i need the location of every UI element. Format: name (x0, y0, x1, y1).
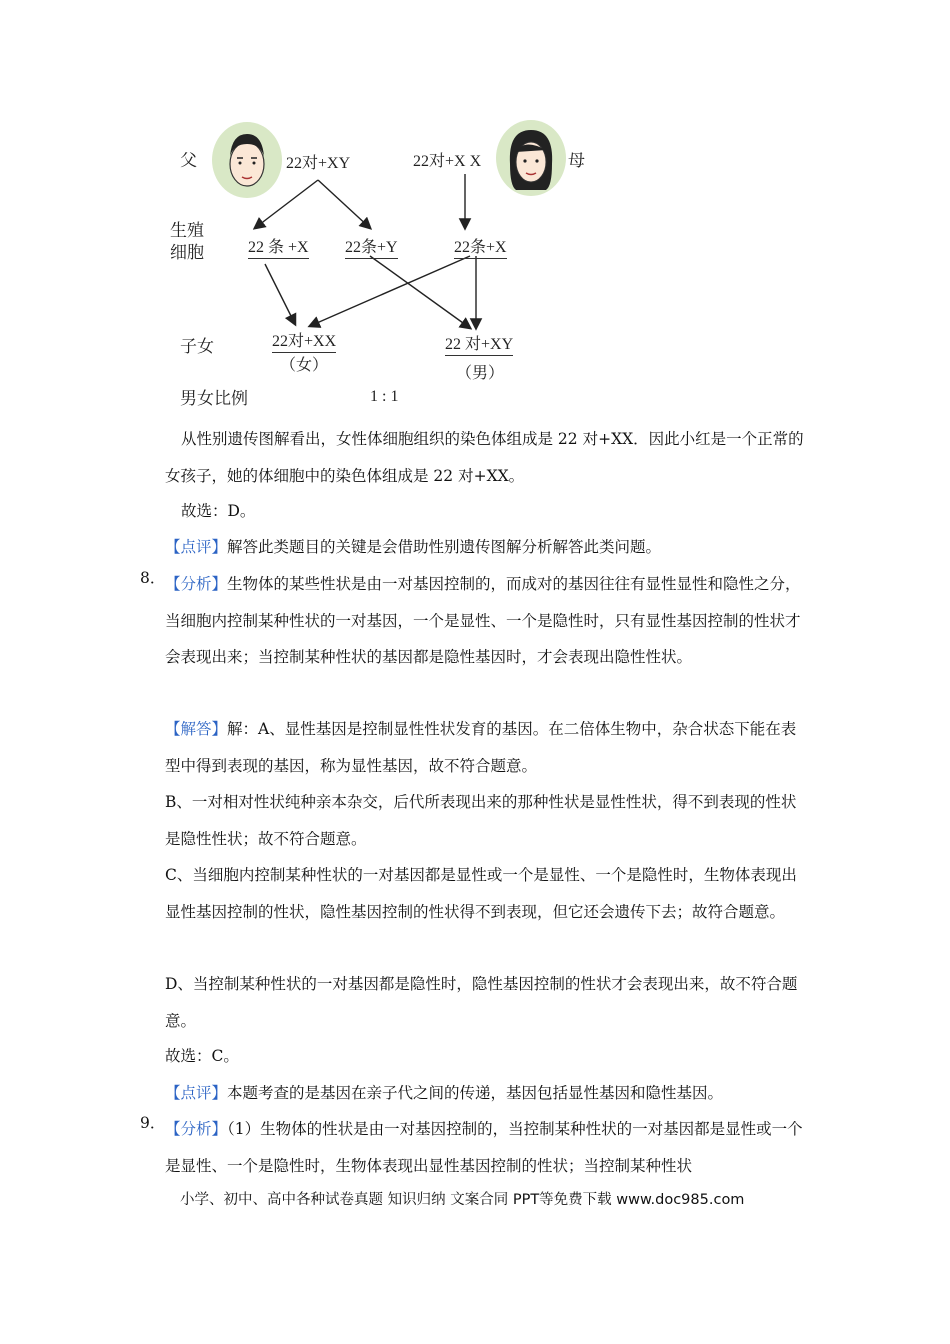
answer-choice-d: 故选：D。 (181, 502, 256, 520)
q8-answer-tag: 【解答】 (165, 720, 228, 738)
father-genotype: 22对+XY (286, 155, 351, 172)
child-male-genotype: 22 对+XY (445, 331, 513, 356)
arrow-gamete-x-female (265, 264, 295, 324)
mother-face-icon (496, 120, 566, 196)
comment-tag: 【点评】 (165, 538, 228, 556)
mother-genotype: 22对+X X (413, 153, 482, 170)
q9-analysis-tag: 【分析】 (165, 1120, 228, 1138)
q8-choice: 故选：C。 (165, 1047, 239, 1065)
q8-answer-a-text: 解：A、显性基因是控制显性性状发育的基因。在二倍体生物中，杂合状态下能在表型中得到表现的基因，称为显性基因，故不符合题意。 (165, 720, 797, 775)
child-female-sex: （女） (280, 357, 329, 374)
q8-answer-a (165, 711, 810, 784)
q8-analysis-text: 生物体的某些性状是由一对基因控制的，而成对的基因往往有显性显性和隐性之分，当细胞内控制某种性状的一对基因，一个是显性、一个是隐性时，只有显性基因控制的性状才会表现出来；当控制某种性状的基因都是隐性基因时，才会表现出隐性性状。 (165, 575, 801, 666)
children-label: 子女 (180, 337, 214, 357)
q8-comment-tag: 【点评】 (165, 1084, 228, 1102)
question-8-number: 8． (140, 569, 166, 587)
q9-analysis (165, 1111, 810, 1184)
q8-analysis (165, 566, 810, 676)
germ-cells-label-line2: 细胞 (170, 243, 204, 263)
arrow-mother-gamete-female (310, 256, 470, 326)
q8-comment-text: 本题考查的是基因在亲子代之间的传递，基因包括显性基因和隐性基因。 (227, 1084, 724, 1102)
arrow-father-gamete-y (318, 180, 370, 228)
mother-label: 母 (568, 151, 585, 171)
q8-comment (165, 1075, 810, 1112)
father-face-icon (212, 122, 282, 198)
question-9-number: 9． (140, 1114, 166, 1132)
q8-answer-d: D、当控制某种性状的一对基因都是隐性时，隐性基因控制的性状才会表现出来，故不符合题意。 (165, 975, 798, 1030)
q8-answer-b: B、一对相对性状纯种亲本杂交，后代所表现出来的那种性状是显性性状，得不到表现的性状是隐性性状；故不符合题意。 (165, 793, 797, 848)
page-footer: 小学、初中、高中各种试卷真题 知识归纳 文案合同 PPT等免费下载 www.doc985.com (180, 1192, 745, 1208)
comment-text: 解答此类题目的关键是会借助性别遗传图解分析解答此类问题。 (227, 538, 662, 556)
comment-paragraph (165, 529, 810, 566)
gamete-mother-x: 22条+X (454, 234, 507, 259)
father-label: 父 (180, 151, 197, 171)
germ-cells-label-line1: 生殖 (170, 221, 204, 241)
sex-inheritance-diagram (160, 112, 600, 412)
gamete-father-y: 22条+Y (345, 234, 398, 259)
arrow-gamete-y-male (370, 256, 470, 328)
ratio-value: 1 : 1 (370, 388, 399, 405)
child-female-genotype: 22对+XX (272, 328, 336, 353)
q8-analysis-tag: 【分析】 (165, 575, 228, 593)
q9-analysis-text: （1）生物体的性状是由一对基因控制的，当控制某种性状的一对基因都是显性或一个是显性、一个是隐性时，生物体表现出显性基因控制的性状；当控制某种性状 (165, 1120, 803, 1175)
explanation-paragraph: 从性别遗传图解看出，女性体细胞组织的染色体组成是 22 对+XX．因此小红是一个正常的女孩子，她的体细胞中的染色体组成是 22 对+XX。 (165, 430, 804, 485)
q8-answer-c: C、当细胞内控制某种性状的一对基因都是显性或一个是显性、一个是隐性时，生物体表现出显性基因控制的性状，隐性基因控制的性状得不到表现，但它还会遗传下去；故符合题意。 (165, 866, 797, 921)
ratio-label: 男女比例 (180, 389, 248, 409)
gamete-father-x: 22 条 +X (248, 234, 309, 259)
child-male-sex: （男） (456, 365, 505, 382)
